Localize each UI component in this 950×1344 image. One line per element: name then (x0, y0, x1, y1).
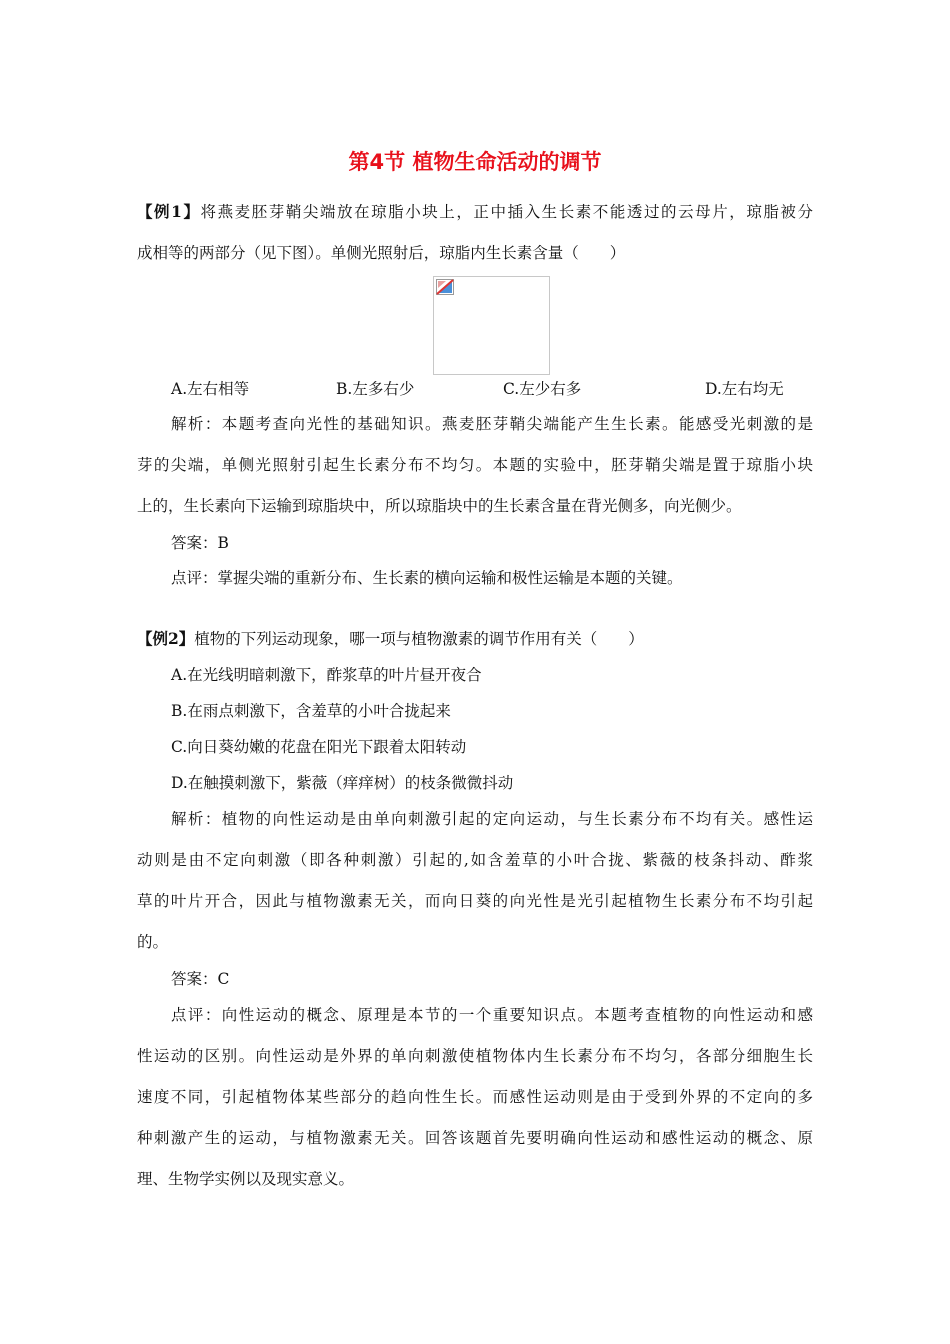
example2-comment-line5: 理、生物学实例以及现实意义。 (137, 1170, 355, 1188)
example1-analysis-line3: 上的，生长素向下运输到琼脂块中，所以琼脂块中的生长素含量在背光侧多，向光侧少。 (137, 497, 742, 515)
example2-answer: 答案：C (171, 970, 230, 988)
example1-option-d: D.左右均无 (705, 380, 784, 398)
example2-question (137, 628, 644, 650)
example1-tag: 【例1】 (137, 202, 201, 221)
page-title: 第4节 植物生命活动的调节 (348, 150, 602, 174)
example1-question-line2: 成相等的两部分（见下图）。单侧光照射后，琼脂内生长素含量（ ） (137, 244, 626, 262)
example1-answer: 答案：B (171, 534, 229, 552)
broken-image-icon (436, 279, 454, 295)
example2-comment-line2: 性运动的区别。向性运动是外界的单向刺激使植物体内生长素分布不均匀，各部分细胞生长 (137, 1047, 813, 1065)
example2-option-c: C.向日葵幼嫩的花盘在阳光下跟着太阳转动 (171, 738, 467, 756)
example2-analysis-line3: 草的叶片开合，因此与植物激素无关，而向日葵的向光性是光引起植物生长素分布不均引起 (137, 892, 813, 910)
example1-question-text1: 将燕麦胚芽鞘尖端放在琼脂小块上，正中插入生长素不能透过的云母片，琼脂被分 (200, 203, 813, 221)
example1-comment: 点评：掌握尖端的重新分布、生长素的横向运输和极性运输是本题的关键。 (171, 569, 683, 587)
example1-option-a: A.左右相等 (171, 380, 250, 398)
example2-analysis-line1: 解析：植物的向性运动是由单向刺激引起的定向运动，与生长素分布不均有关。感性运 (171, 810, 813, 828)
example1-analysis-line1: 解析：本题考查向光性的基础知识。燕麦胚芽鞘尖端能产生生长素。能感受光刺激的是 (171, 415, 813, 433)
example2-tag: 【例2】 (137, 629, 195, 648)
example2-comment-line3: 速度不同，引起植物体某些部分的趋向性生长。而感性运动则是由于受到外界的不定向的多 (137, 1088, 813, 1106)
example1-question-line1 (137, 201, 813, 223)
example2-option-b: B.在雨点刺激下，含羞草的小叶合拢起来 (171, 702, 451, 720)
example1-option-b: B.左多右少 (336, 380, 415, 398)
example2-comment-line1: 点评：向性运动的概念、原理是本节的一个重要知识点。本题考查植物的向性运动和感 (171, 1006, 813, 1024)
example2-analysis-line2: 动则是由不定向刺激（即各种刺激）引起的,如含羞草的小叶合拢、紫薇的枝条抖动、酢浆 (137, 851, 813, 869)
example2-analysis-line4: 的。 (137, 933, 169, 951)
example2-comment-line4: 种刺激产生的运动，与植物激素无关。回答该题首先要明确向性运动和感性运动的概念、原 (137, 1129, 813, 1147)
example1-option-c: C.左少右多 (503, 380, 582, 398)
example1-analysis-line2: 芽的尖端，单侧光照射引起生长素分布不均匀。本题的实验中，胚芽鞘尖端是置于琼脂小块 (137, 456, 813, 474)
example2-option-a: A.在光线明暗刺激下，酢浆草的叶片昼开夜合 (171, 666, 482, 684)
missing-figure (433, 276, 550, 375)
example2-option-d: D.在触摸刺激下，紫薇（痒痒树）的枝条微微抖动 (171, 774, 514, 792)
example2-stem: 植物的下列运动现象，哪一项与植物激素的调节作用有关（ ） (194, 630, 644, 648)
